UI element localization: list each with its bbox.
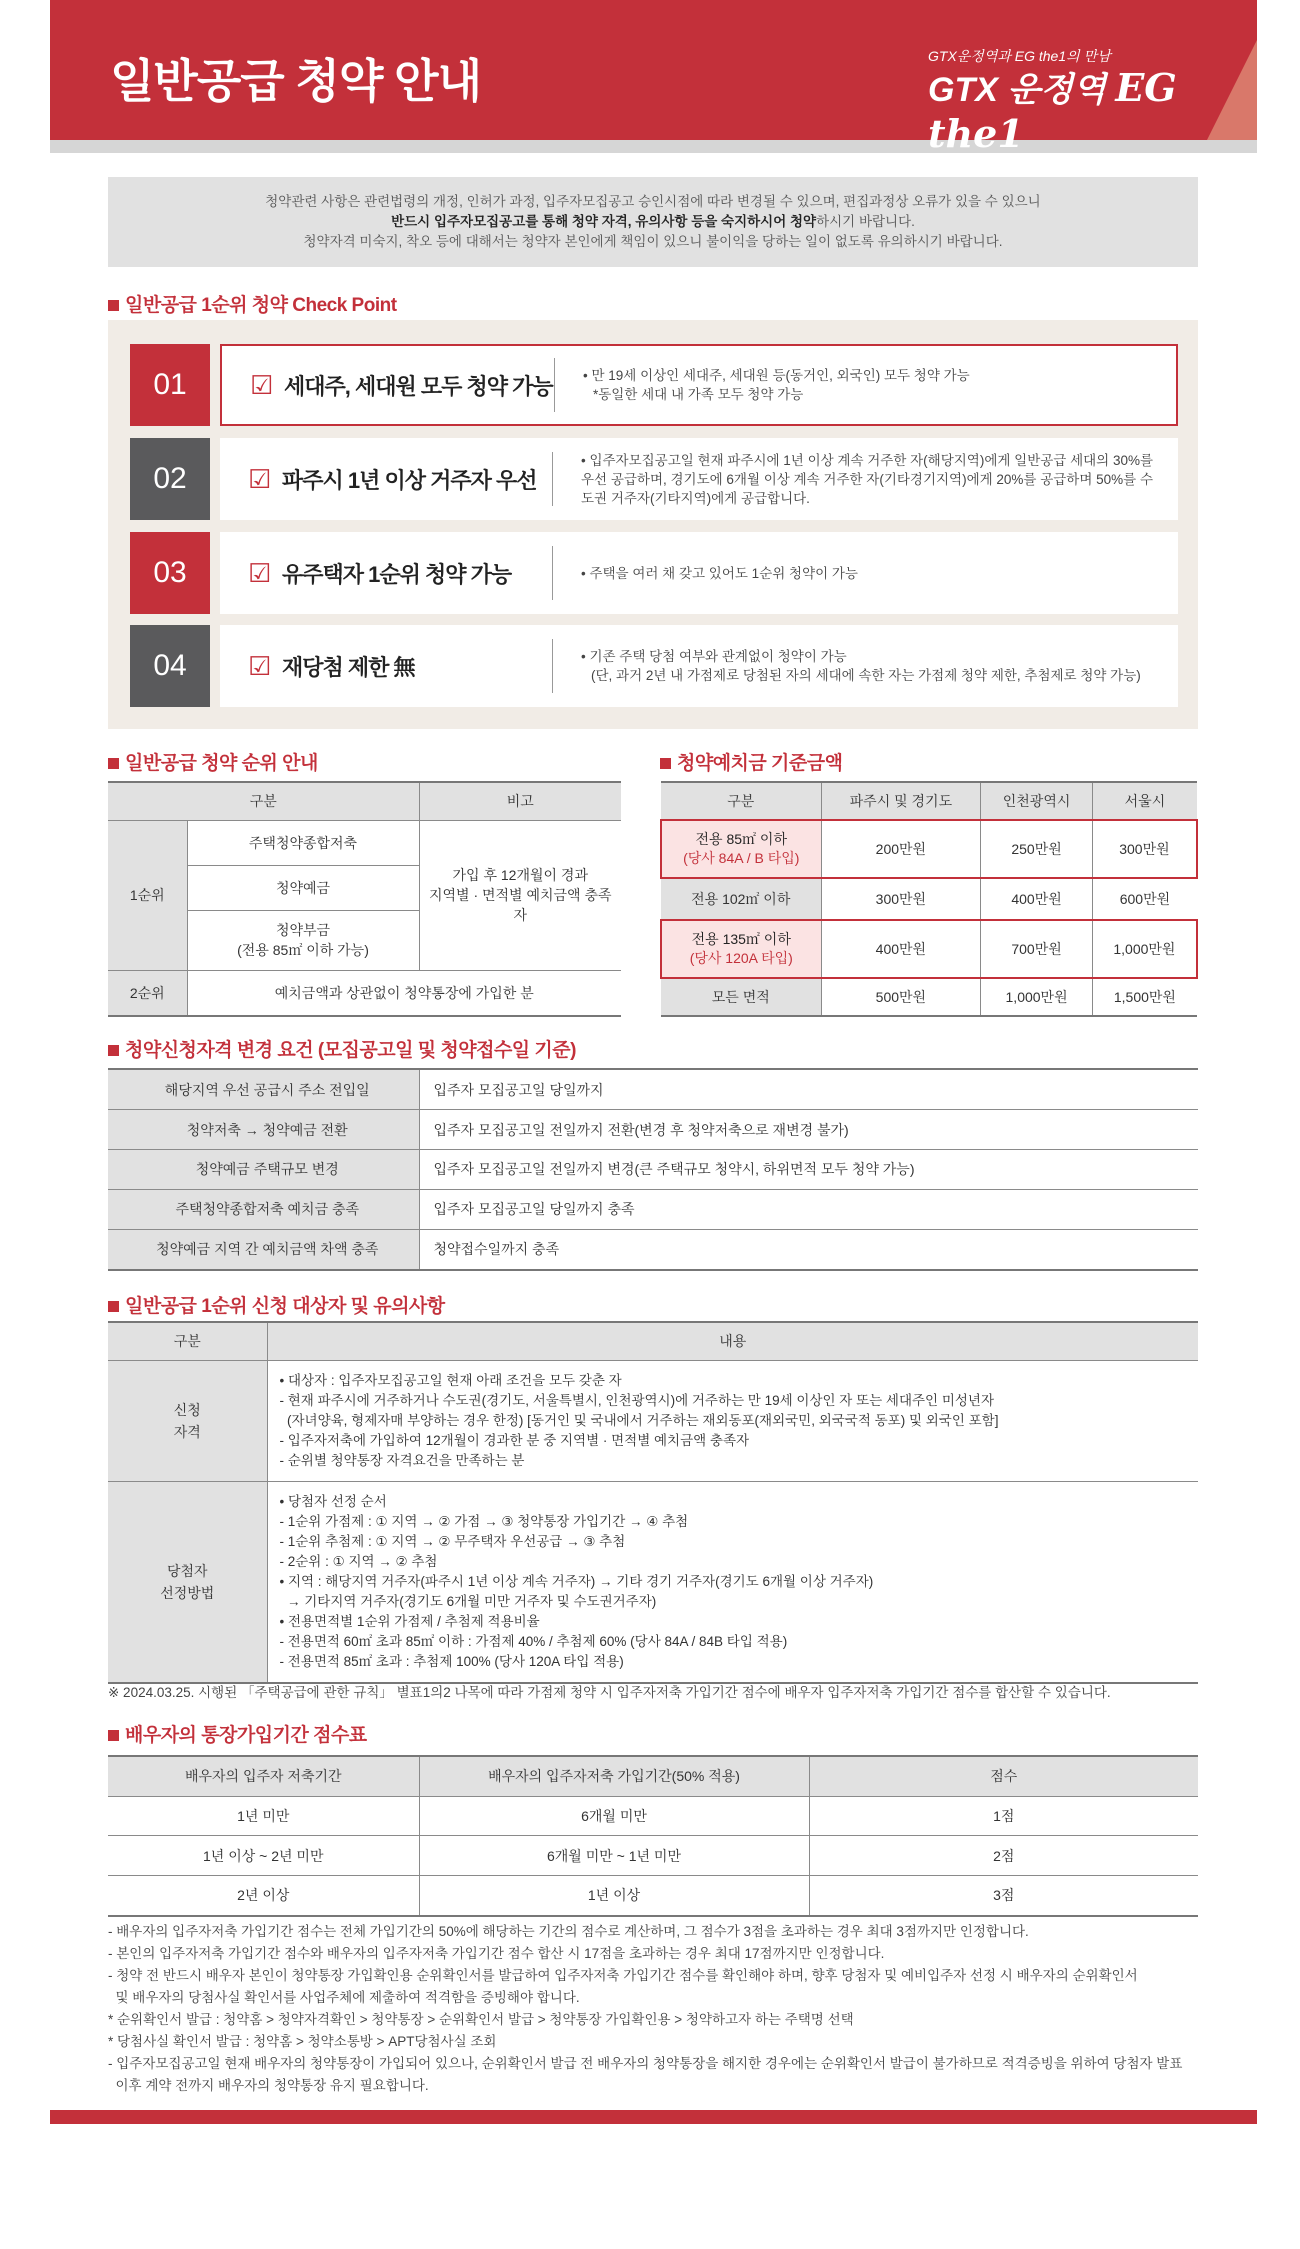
note-line: - 본인의 입주자저축 가입기간 점수와 배우자의 입주자저축 가입기간 점수 합산 시 17점을 초과하는 경우 최대 17점까지만 인정합니다.	[108, 1946, 885, 1961]
eligibility-list	[267, 1360, 1198, 1481]
checkpoint-number: 03	[130, 532, 210, 614]
text: 가입 후 12개월이 경과	[452, 867, 588, 883]
table-cell: 1년 이상 ~ 2년 미만	[108, 1836, 419, 1876]
text: 청약부금	[275, 922, 331, 938]
row-label: 신청 자격	[108, 1360, 267, 1481]
text: 모든 면적	[711, 988, 770, 1005]
table-cell: 3점	[809, 1875, 1198, 1916]
table-row	[108, 1229, 1198, 1270]
list-line: → 기타지역 거주자(경기도 6개월 미만 거주자 및 수도권거주자)	[279, 1593, 657, 1609]
note-line: * 당첨사실 확인서 발급 : 청약홈 > 청약소통방 > APT당첨사실 조회	[108, 2034, 497, 2049]
table-row	[661, 820, 1197, 878]
table-cell: 1점	[809, 1796, 1198, 1836]
text: 전용 102㎡ 이하	[691, 890, 791, 907]
table-header: 파주시 및 경기도	[821, 782, 981, 820]
table-header: 인천광역시	[981, 782, 1093, 820]
text: (단, 과거 2년 내 가점제로 당첨된 자의 세대에 속한 자는 가점제 청약 제한, 추첨제로 청약 가능)	[591, 668, 1141, 683]
checkpoint-desc	[581, 564, 1178, 583]
checkbox-checked-icon: ☑	[250, 370, 274, 400]
checkpoint-item	[130, 344, 1178, 426]
table-header: 배우자의 입주자 저축기간	[108, 1756, 419, 1796]
text: *동일한 세대 내 가족 모두 청약 가능	[593, 387, 804, 402]
note-line: 및 배우자의 당첨사실 확인서를 사업주체에 제출하여 적격함을 증빙해야 합니다.	[108, 1990, 580, 2005]
table-cell: 200만원	[821, 820, 981, 878]
list-line: • 전용면적별 1순위 가점제 / 추첨제 적용비율	[279, 1613, 540, 1629]
rank-label: 1순위	[108, 820, 187, 970]
table-cell: 300만원	[1092, 820, 1197, 878]
table-cell: 청약예금	[187, 865, 419, 910]
row-label	[661, 920, 821, 978]
table-cell: 1,000만원	[1092, 920, 1197, 978]
checkbox-checked-icon: ☑	[248, 651, 272, 681]
table-cell: 입주자 모집공고일 전일까지 변경(큰 주택규모 청약시, 하위면적 모두 청약 가능)	[419, 1150, 1198, 1190]
notice-line	[108, 212, 1198, 232]
notice-line: 청약관련 사항은 관련법령의 개정, 인허가 과정, 입주자모집공고 승인시점에 따라 변경될 수 있으며, 편집과정상 오류가 있을 수 있으니	[265, 194, 1041, 209]
checkpoint-box	[220, 532, 1178, 614]
table-cell: 250만원	[981, 820, 1093, 878]
list-line: - 입주자저축에 가입하여 12개월이 경과한 분 중 지역별 · 면적별 예치금액 충족자	[279, 1432, 750, 1448]
list-line: (자녀양육, 형제자매 부양하는 경우 한정) [동거인 및 국내에서 거주하는 재외동포(재외국민, 외국국적 동포) 및 외국인 포함]	[279, 1412, 999, 1428]
table-cell: 1,000만원	[981, 978, 1093, 1016]
checkpoint-item	[130, 438, 1178, 520]
text: • 입주자모집공고일 현재 파주시에 1년 이상 계속 거주한 자(해당지역)에게 일반공급 세대의 30%를 우선 공급하며, 경기도에 6개월 이상 계속 거주한 자(기타경기지역)에게 20%를 공급하며 50%를 수도권 거주자(기타지역)에게 공급합니다.	[581, 452, 1154, 506]
text: 하시기 바랍니다.	[816, 214, 915, 229]
table-header: 구분	[108, 782, 419, 820]
table-row	[108, 1189, 1198, 1229]
checkpoint-number: 02	[130, 438, 210, 520]
spouse-score-table	[108, 1755, 1198, 1917]
footnote: ※ 2024.03.25. 시행된 「주택공급에 관한 규칙」 별표1의2 나목에 따라 가점제 청약 시 입주자저축 가입기간 점수에 배우자 입주자저축 가입기간 점수를 합산할 수 있습니다.	[108, 1685, 1111, 1700]
checkpoint-title: 세대주, 세대원 모두 청약 가능	[284, 373, 553, 399]
table-cell: 400만원	[821, 920, 981, 978]
brand-logo	[928, 62, 1238, 156]
checkpoint-number: 01	[130, 344, 210, 426]
list-line: • 대상자 : 입주자모집공고일 현재 아래 조건을 모두 갖춘 자	[279, 1372, 622, 1388]
list-line: - 전용면적 60㎡ 초과 85㎡ 이하 : 가점제 40% / 추첨제 60% (당사 84A / 84B 타입 적용)	[279, 1633, 788, 1649]
text: 전용 135㎡ 이하	[691, 931, 791, 947]
notice-box	[108, 177, 1198, 267]
change-requirements-table	[108, 1068, 1198, 1271]
notice-line: 청약자격 미숙지, 착오 등에 대해서는 청약자 본인에게 책임이 있으니 불이익을 당하는 일이 없도록 유의하시기 바랍니다.	[303, 234, 1003, 249]
table-header: 점수	[809, 1756, 1198, 1796]
deposit-table	[660, 781, 1198, 1017]
table-cell: 예치금액과 상관없이 청약통장에 가입한 분	[187, 970, 621, 1016]
note-line: - 청약 전 반드시 배우자 본인이 청약통장 가입확인용 순위확인서를 발급하여 입주자저축 가입기간 점수를 확인해야 하며, 향후 당첨자 및 예비입주자 선정 시 배우자의 순위확인서	[108, 1968, 1138, 1983]
table-cell: 400만원	[981, 878, 1093, 920]
table-cell	[419, 820, 621, 970]
checkpoint-desc	[581, 647, 1178, 685]
list-line: - 전용면적 85㎡ 초과 : 추첨제 100% (당사 120A 타입 적용)	[279, 1653, 624, 1669]
table-row	[108, 1796, 1198, 1836]
checkpoint-desc	[583, 366, 1176, 404]
table-header: 구분	[661, 782, 821, 820]
table-header: 비고	[419, 782, 621, 820]
table-cell: 입주자 모집공고일 전일까지 전환(변경 후 청약저축으로 재변경 불가)	[419, 1110, 1198, 1150]
text: • 주택을 여러 채 갖고 있어도 1순위 청약이 가능	[581, 565, 858, 581]
notice-emphasis: 반드시 입주자모집공고를 통해 청약 자격, 유의사항 등을 숙지하시어 청약	[391, 214, 817, 229]
checkpoint-box	[220, 438, 1178, 520]
list-line: • 지역 : 해당지역 거주자(파주시 1년 이상 계속 거주자) → 기타 경기 거주자(경기도 6개월 이상 거주자)	[279, 1573, 874, 1589]
text: (당사 84A / B 타입)	[683, 850, 800, 866]
row-label: 청약저축 → 청약예금 전환	[108, 1110, 419, 1150]
eligibility-table	[108, 1321, 1198, 1684]
logo-brand: EG the1	[928, 65, 1177, 156]
logo-station: GTX 운정역	[928, 71, 1106, 109]
row-label	[661, 878, 821, 920]
checkpoint-title: 파주시 1년 이상 거주자 우선	[282, 467, 537, 493]
table-row	[108, 1110, 1198, 1150]
table-cell: 입주자 모집공고일 당일까지 충족	[419, 1189, 1198, 1229]
section-title: 청약신청자격 변경 요건 (모집공고일 및 청약접수일 기준)	[108, 1035, 576, 1062]
table-header: 구분	[108, 1322, 267, 1360]
note-line: 이후 계약 전까지 배우자의 청약통장 유지 필요합니다.	[108, 2078, 429, 2093]
text: 지역별 · 면적별 예치금액 충족자	[428, 887, 612, 923]
checkbox-checked-icon: ☑	[248, 464, 272, 494]
table-row	[108, 1069, 1198, 1110]
note-line: * 순위확인서 발급 : 청약홈 > 청약자격확인 > 청약통장 > 순위확인서 발급 > 청약통장 가입확인용 > 청약하고자 하는 주택명 선택	[108, 2012, 854, 2027]
table-row	[108, 1875, 1198, 1916]
divider	[552, 546, 553, 600]
row-label: 해당지역 우선 공급시 주소 전입일	[108, 1069, 419, 1110]
row-label	[661, 820, 821, 878]
table-header: 배우자의 입주자저축 가입기간(50% 적용)	[419, 1756, 809, 1796]
table-cell: 청약접수일까지 충족	[419, 1229, 1198, 1270]
table-row	[661, 920, 1197, 978]
checkpoint-desc	[581, 451, 1178, 508]
note-line: - 입주자모집공고일 현재 배우자의 청약통장이 가입되어 있으나, 순위확인서 발급 전 배우자의 청약통장을 해지한 경우에는 순위확인서 발급이 불가하므로 적격증빙을 위하여 당첨자 발표	[108, 2056, 1183, 2071]
table-cell: 6개월 미만	[419, 1796, 809, 1836]
table-cell: 2년 이상	[108, 1875, 419, 1916]
table-cell: 1년 미만	[108, 1796, 419, 1836]
checkbox-checked-icon: ☑	[248, 558, 272, 588]
row-label	[661, 978, 821, 1016]
table-cell	[187, 910, 419, 970]
text: • 기존 주택 당첨 여부와 관계없이 청약이 가능	[581, 649, 847, 664]
table-cell: 2점	[809, 1836, 1198, 1876]
table-row	[661, 978, 1197, 1016]
list-line: - 순위별 청약통장 자격요건을 만족하는 분	[279, 1452, 525, 1468]
table-cell: 입주자 모집공고일 당일까지	[419, 1069, 1198, 1110]
list-line: - 1순위 추첨제 : ① 지역 → ② 무주택자 우선공급 → ③ 추첨	[279, 1533, 626, 1549]
note-line: - 배우자의 입주자저축 가입기간 점수는 전체 가입기간의 50%에 해당하는 기간의 점수로 계산하며, 그 점수가 3점을 초과하는 경우 최대 3점까지만 인정합니다.	[108, 1924, 1029, 1939]
logo-tagline: GTX운정역과 EG the1의 만남	[928, 48, 1111, 64]
checkpoint-box	[220, 625, 1178, 707]
table-cell: 6개월 미만 ~ 1년 미만	[419, 1836, 809, 1876]
table-row	[108, 1150, 1198, 1190]
section-title: 일반공급 1순위 신청 대상자 및 유의사항	[108, 1291, 445, 1318]
text: 전용 85㎡ 이하	[695, 831, 787, 847]
table-cell: 500만원	[821, 978, 981, 1016]
rank-label: 2순위	[108, 970, 187, 1016]
selection-method-list	[267, 1481, 1198, 1683]
row-label: 청약예금 주택규모 변경	[108, 1150, 419, 1190]
page-title: 일반공급 청약 안내	[110, 55, 482, 107]
checkpoint-item	[130, 625, 1178, 707]
section-title: 일반공급 청약 순위 안내	[108, 748, 318, 775]
checkpoint-title: 재당첨 제한 無	[282, 654, 415, 680]
table-header: 내용	[267, 1322, 1198, 1360]
checkpoint-item	[130, 532, 1178, 614]
table-cell: 700만원	[981, 920, 1093, 978]
text: (전용 85㎡ 이하 가능)	[237, 942, 369, 958]
list-line: - 현재 파주시에 거주하거나 수도권(경기도, 서울특별시, 인천광역시)에 거주하는 만 19세 이상인 자 또는 세대주인 미성년자	[279, 1392, 994, 1408]
table-header: 서울시	[1092, 782, 1197, 820]
divider	[554, 358, 555, 412]
row-label: 청약예금 지역 간 예치금액 차액 충족	[108, 1229, 419, 1270]
divider	[552, 639, 553, 693]
checkpoint-number: 04	[130, 625, 210, 707]
row-label: 주택청약종합저축 예치금 충족	[108, 1189, 419, 1229]
table-cell: 1,500만원	[1092, 978, 1197, 1016]
table-cell: 600만원	[1092, 878, 1197, 920]
checkpoint-box	[220, 344, 1178, 426]
table-cell: 1년 이상	[419, 1875, 809, 1916]
list-line: - 2순위 : ① 지역 → ② 추첨	[279, 1553, 438, 1569]
table-cell: 주택청약종합저축	[187, 820, 419, 865]
section-title: 청약예치금 기준금액	[660, 748, 842, 775]
checkpoint-title: 유주택자 1순위 청약 가능	[282, 561, 512, 587]
spouse-notes	[108, 1921, 1182, 2097]
table-row	[108, 1836, 1198, 1876]
section-title: 배우자의 통장가입기간 점수표	[108, 1720, 367, 1747]
section-title: 일반공급 1순위 청약 Check Point	[108, 290, 397, 317]
text: • 만 19세 이상인 세대주, 세대원 등(동거인, 외국인) 모두 청약 가능	[583, 368, 970, 383]
list-line: - 1순위 가점제 : ① 지역 → ② 가점 → ③ 청약통장 가입기간 → ④ 추첨	[279, 1513, 689, 1529]
table-row	[661, 878, 1197, 920]
row-label: 당첨자 선정방법	[108, 1481, 267, 1683]
table-cell: 300만원	[821, 878, 981, 920]
rank-table	[108, 781, 621, 1017]
footer-bar	[50, 2110, 1257, 2124]
list-line: • 당첨자 선정 순서	[279, 1493, 387, 1509]
divider	[552, 452, 553, 506]
text: (당사 120A 타입)	[689, 950, 793, 966]
